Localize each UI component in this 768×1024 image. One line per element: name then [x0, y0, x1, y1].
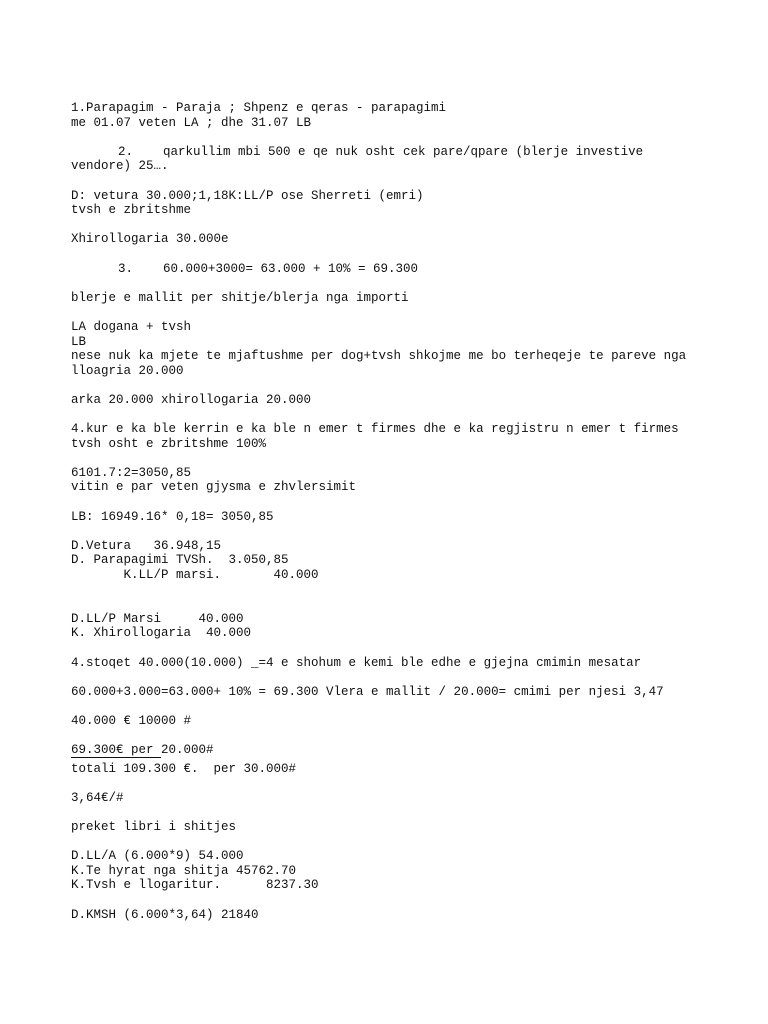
text-line: LB — [71, 334, 87, 349]
blank-line — [71, 597, 751, 612]
blank-line — [71, 670, 751, 685]
text-line: K. Xhirollogaria 40.000 — [71, 626, 252, 641]
blank-line — [71, 524, 751, 539]
text-line: arka 20.000 xhirollogaria 20.000 — [71, 392, 312, 407]
blank-line — [71, 699, 751, 714]
blank-line — [71, 305, 751, 320]
text-line: 3,64€/# — [71, 790, 124, 805]
text-line: tvsh osht e zbritshme 100% — [71, 436, 267, 451]
blank-line — [71, 729, 751, 744]
text-line: 1.Parapagim - Paraja ; Shpenz e qeras - parapagimi — [71, 101, 447, 115]
text-line: LA dogana + tvsh — [71, 319, 192, 334]
blank-line — [71, 378, 751, 393]
text-line: preket libri i shitjes — [71, 820, 237, 835]
text-line: D.Vetura 36.948,15 — [71, 538, 222, 553]
text-line: 2. qarkullim mbi 500 e qe nuk osht cek pare/qpare (blerje investive — [118, 144, 644, 159]
blank-line — [71, 806, 751, 821]
text-line: blerje e mallit per shitje/blerja nga importi — [71, 290, 409, 305]
text-line: D: vetura 30.000;1,18K:LL/P ose Sherreti (emri) — [71, 188, 424, 203]
blank-line — [71, 835, 751, 850]
text-line: D.KMSH (6.000*3,64) 21840 — [71, 907, 259, 922]
blank-line — [71, 641, 751, 656]
blank-line — [71, 451, 751, 466]
text-line: vitin e par veten gjysma e zhvlersimit — [71, 480, 357, 495]
blank-line — [71, 583, 751, 598]
text-line: 60.000+3.000=63.000+ 10% = 69.300 Vlera e mallit / 20.000= cmimi per njesi 3,47 — [71, 684, 664, 699]
blank-line — [71, 218, 751, 233]
text-line: tvsh e zbritshme — [71, 203, 192, 218]
text-line: 4.stoqet 40.000(10.000) _=4 e shohum e kemi ble edhe e gjejna cmimin mesatar — [71, 655, 642, 670]
document-page — [71, 101, 751, 922]
blank-line — [71, 893, 751, 908]
text-line: totali 109.300 €. per 30.000# — [71, 761, 297, 776]
text-line: D.LL/P Marsi 40.000 — [71, 611, 244, 626]
blank-line — [71, 407, 751, 422]
sum-rule-line — [71, 757, 161, 758]
text-line: LB: 16949.16* 0,18= 3050,85 — [71, 509, 274, 524]
text-line: vendore) 25…. — [71, 159, 169, 174]
blank-line — [71, 276, 751, 291]
text-line: 4.kur e ka ble kerrin e ka ble n emer t firmes dhe e ka regjistru n emer t firmes — [71, 422, 679, 437]
text-line: nese nuk ka mjete te mjaftushme per dog+tvsh shkojme me bo terheqeje te pareve nga — [71, 349, 687, 364]
text-line: K.Tvsh e llogaritur. 8237.30 — [71, 878, 319, 893]
text-line: 69.300€ per 20.000# — [71, 743, 214, 758]
blank-line — [71, 247, 751, 262]
sum-rule — [71, 758, 751, 762]
blank-line — [71, 174, 751, 189]
text-line: K.LL/P marsi. 40.000 — [71, 568, 319, 582]
text-line: me 01.07 veten LA ; dhe 31.07 LB — [71, 115, 312, 130]
blank-line — [71, 130, 751, 145]
text-line: lloagria 20.000 — [71, 363, 184, 378]
text-line: D. Parapagimi TVSh. 3.050,85 — [71, 553, 289, 568]
text-line: K.Te hyrat nga shitja 45762.70 — [71, 863, 297, 878]
blank-line — [71, 776, 751, 791]
text-line: 3. 60.000+3000= 63.000 + 10% = 69.300 — [118, 261, 419, 276]
text-line: D.LL/A (6.000*9) 54.000 — [71, 849, 244, 864]
text-line: 6101.7:2=3050,85 — [71, 465, 192, 480]
text-line: 40.000 € 10000 # — [71, 713, 192, 728]
blank-line — [71, 495, 751, 510]
text-line: Xhirollogaria 30.000e — [71, 232, 229, 247]
